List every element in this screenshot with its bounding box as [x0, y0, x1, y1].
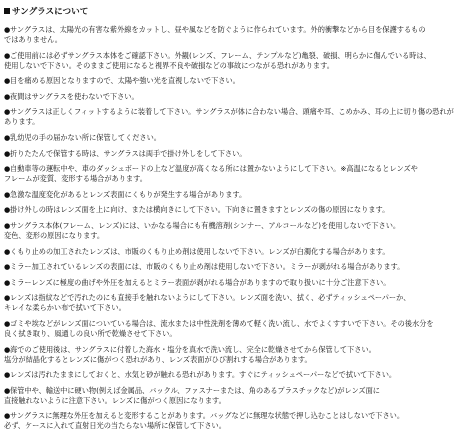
caution-item-line	[4, 278, 397, 288]
caution-item-text: サングラス本体(フレーム、レンズ)には、いかなる場合にも有機溶剤(シンナー、アルコールなど)を使用しないで下さい。	[10, 220, 401, 230]
bullet-icon: ●	[4, 164, 11, 174]
caution-item	[4, 345, 397, 365]
bullet-icon: ●	[4, 91, 11, 101]
caution-item-text: 塩分が結晶化するとレンズに傷がつく恐れがあり、レンズ表面がひび割れする場合があります。	[4, 354, 312, 364]
bullet-icon: ●	[4, 293, 11, 303]
bullet-icon: ●	[4, 148, 11, 158]
caution-item-line	[4, 190, 397, 200]
caution-item-line	[4, 386, 397, 396]
caution-item	[4, 220, 401, 241]
caution-item-text: 保管中や、輸送中に硬い物(例えば金属品、バックル、ファスナーまたは、角のあるプラスチックなど)がレンズ面に	[10, 385, 380, 395]
caution-item	[4, 293, 411, 313]
caution-item-text: ミラーレンズに極度の曲げや外圧を加えるとミラー表面が剥がれる場合がありますので取り扱いに十分ご注意下さい。	[10, 277, 391, 287]
caution-item	[4, 247, 397, 257]
caution-item	[4, 92, 397, 102]
caution-item-line	[4, 50, 431, 61]
caution-item-text: くもり止めの加工されたレンズは、市販のくもり止め剤は使用しないで下さい。レンズが白濁化する場合があります。	[10, 246, 390, 256]
bullet-icon: ●	[4, 246, 11, 256]
document-heading	[4, 7, 88, 17]
bullet-icon: ●	[4, 205, 11, 215]
caution-item	[4, 278, 397, 288]
bullet-icon: ●	[4, 50, 11, 60]
caution-item-line	[4, 293, 411, 303]
caution-item-line	[4, 107, 454, 117]
caution-item-text: 使用しないで下さい。そのままご使用になると視界不良や破損などの事故につながる恐れがあります。	[4, 60, 334, 70]
caution-item-text: サングラスに無理な外圧を加えると変形することがあります。バッグなどに無理な状態で押し込むことはしないで下さい。	[10, 411, 405, 421]
caution-item-line	[4, 25, 426, 35]
bullet-icon: ●	[4, 107, 11, 117]
heading-text: サングラスについて	[12, 7, 89, 17]
caution-item-text: レンズは汚れたままにしておくと、水気と砂が触れる恐れがあります。すぐにティッシュペーパーなどで拭いて下さい。	[10, 370, 397, 380]
caution-item	[4, 190, 397, 200]
square-bullet-icon	[4, 8, 10, 14]
caution-item-line	[4, 396, 397, 406]
caution-item-line	[4, 262, 405, 272]
caution-item	[4, 205, 397, 215]
caution-item-line	[4, 345, 397, 355]
caution-item-line	[4, 329, 397, 339]
caution-item-line	[4, 174, 397, 184]
bullet-icon: ●	[4, 411, 11, 421]
caution-item-text: 掛け外しの時はレンズ面を上に向け、または横向きにして下さい。下向きに置きますとレンズの傷の原因になります。	[10, 205, 390, 215]
caution-item-line	[4, 92, 397, 102]
bullet-icon: ●	[4, 277, 11, 287]
caution-item-text: 良く拭き取り、風通しの良い所で乾燥させて下さい。	[4, 328, 177, 338]
caution-item-line	[4, 149, 397, 159]
caution-item-line	[4, 231, 397, 241]
bullet-icon: ●	[4, 76, 11, 86]
caution-item-line	[4, 133, 397, 143]
caution-item-text: サングラスは、太陽光の有害な紫外線をカットし、昼や風などを防ぐように作られています。外的衝撃などから目を保護するもの	[10, 25, 426, 34]
caution-item-line	[4, 220, 401, 231]
caution-item-text: ミラー加工されているレンズの表面には、市販のくもり止め剤は使用しないで下さい。ミラーが剥がれる場合があります。	[10, 262, 405, 272]
bullet-icon: ●	[4, 262, 11, 272]
caution-item	[4, 262, 405, 272]
caution-item-text: フレームが変質、変形する場合があります。	[4, 174, 147, 184]
caution-item-line	[4, 303, 397, 313]
caution-item-line	[4, 421, 397, 431]
caution-item-text: 海でのご使用後は、サングラスに付着した海水・塩分を真水で洗い流し、完全に乾燥させてから保管して下さい。	[10, 344, 376, 354]
caution-item	[4, 76, 397, 86]
caution-item-line	[4, 76, 397, 86]
caution-item	[4, 386, 397, 406]
caution-item-line	[4, 370, 397, 380]
caution-item-text: レンズは指紋などで汚れたのにも直接手を触れないようにして下さい。レンズ面を洗い、拭く、必ずティッシュペーパーか、	[10, 293, 411, 303]
caution-item-text: 折りたたんで保管する時は、サングラスは両手で掛け外しをして下さい。	[10, 148, 247, 158]
caution-item-text: 目を痛める原因となりますので、太陽や強い光を直視しないで下さい。	[10, 76, 240, 86]
bullet-icon: ●	[4, 132, 11, 142]
caution-item-line	[4, 411, 405, 421]
caution-item	[4, 107, 454, 127]
caution-item	[4, 50, 431, 71]
caution-item-text: キレイな柔らかい布で拭いて下さい。	[4, 303, 126, 313]
caution-item	[4, 318, 434, 339]
caution-item-text: あります。	[4, 117, 40, 127]
caution-item-line	[4, 61, 397, 71]
caution-item-text: ではありません。	[4, 35, 62, 44]
bullet-icon: ●	[4, 25, 11, 34]
caution-item-line	[4, 318, 434, 329]
caution-item-line	[4, 205, 397, 215]
bullet-icon: ●	[4, 220, 11, 230]
caution-item	[4, 411, 405, 431]
caution-item-line	[4, 117, 397, 127]
caution-item-text: サングラスは正しくフィットするように装着して下さい。サングラスが体に合わない場合、頭痛や耳、こめかみ、耳の上に切り傷の恐れが	[10, 107, 454, 117]
caution-item-text: 自動車等の運転中や、車のダッシュボードの上など温度が高くなる所には置かないようにして下さい。※高温になるとレンズや	[10, 164, 418, 174]
caution-item-text: 直接触れないように注意下さい。レンズに傷がつく原因になります。	[4, 395, 226, 405]
bullet-icon: ●	[4, 370, 11, 380]
caution-item-line	[4, 247, 397, 257]
caution-item-text: 必ず、ケースに入れて直射日光の当たらない場所に保管して下さい。	[4, 421, 226, 431]
caution-item	[4, 164, 418, 184]
caution-item-line	[4, 355, 397, 365]
caution-item-text: ご使用前には必ずサングラス本体をご確認下さい。外観(レンズ、フレーム、テンプルなど)亀裂、破損、明らかに傷んでいる時は、	[10, 50, 431, 60]
caution-item	[4, 370, 397, 380]
caution-item-line	[4, 35, 397, 45]
caution-list	[4, 25, 454, 437]
caution-item-text: 変色、変形の原因になります。	[4, 230, 105, 240]
caution-item	[4, 25, 426, 45]
bullet-icon: ●	[4, 344, 11, 354]
caution-item-text: ゴミや埃などがレンズ面についている場合は、流水または中性洗剤を薄めて軽く洗い流し、水でよくすすいで下さい。その後水分を	[10, 318, 434, 328]
caution-item	[4, 133, 397, 143]
bullet-icon: ●	[4, 189, 11, 199]
caution-item-text: 急激な温度変化があるとレンズ表面にくもりが発生する場合があります。	[10, 189, 247, 199]
caution-item-line	[4, 164, 418, 174]
bullet-icon: ●	[4, 318, 11, 328]
caution-item-text: 夜間はサングラスを使わないで下さい。	[10, 91, 139, 101]
bullet-icon: ●	[4, 385, 11, 395]
caution-item-text: 乳幼児の手の届かない所に保管してください。	[10, 132, 161, 142]
caution-item	[4, 149, 397, 159]
